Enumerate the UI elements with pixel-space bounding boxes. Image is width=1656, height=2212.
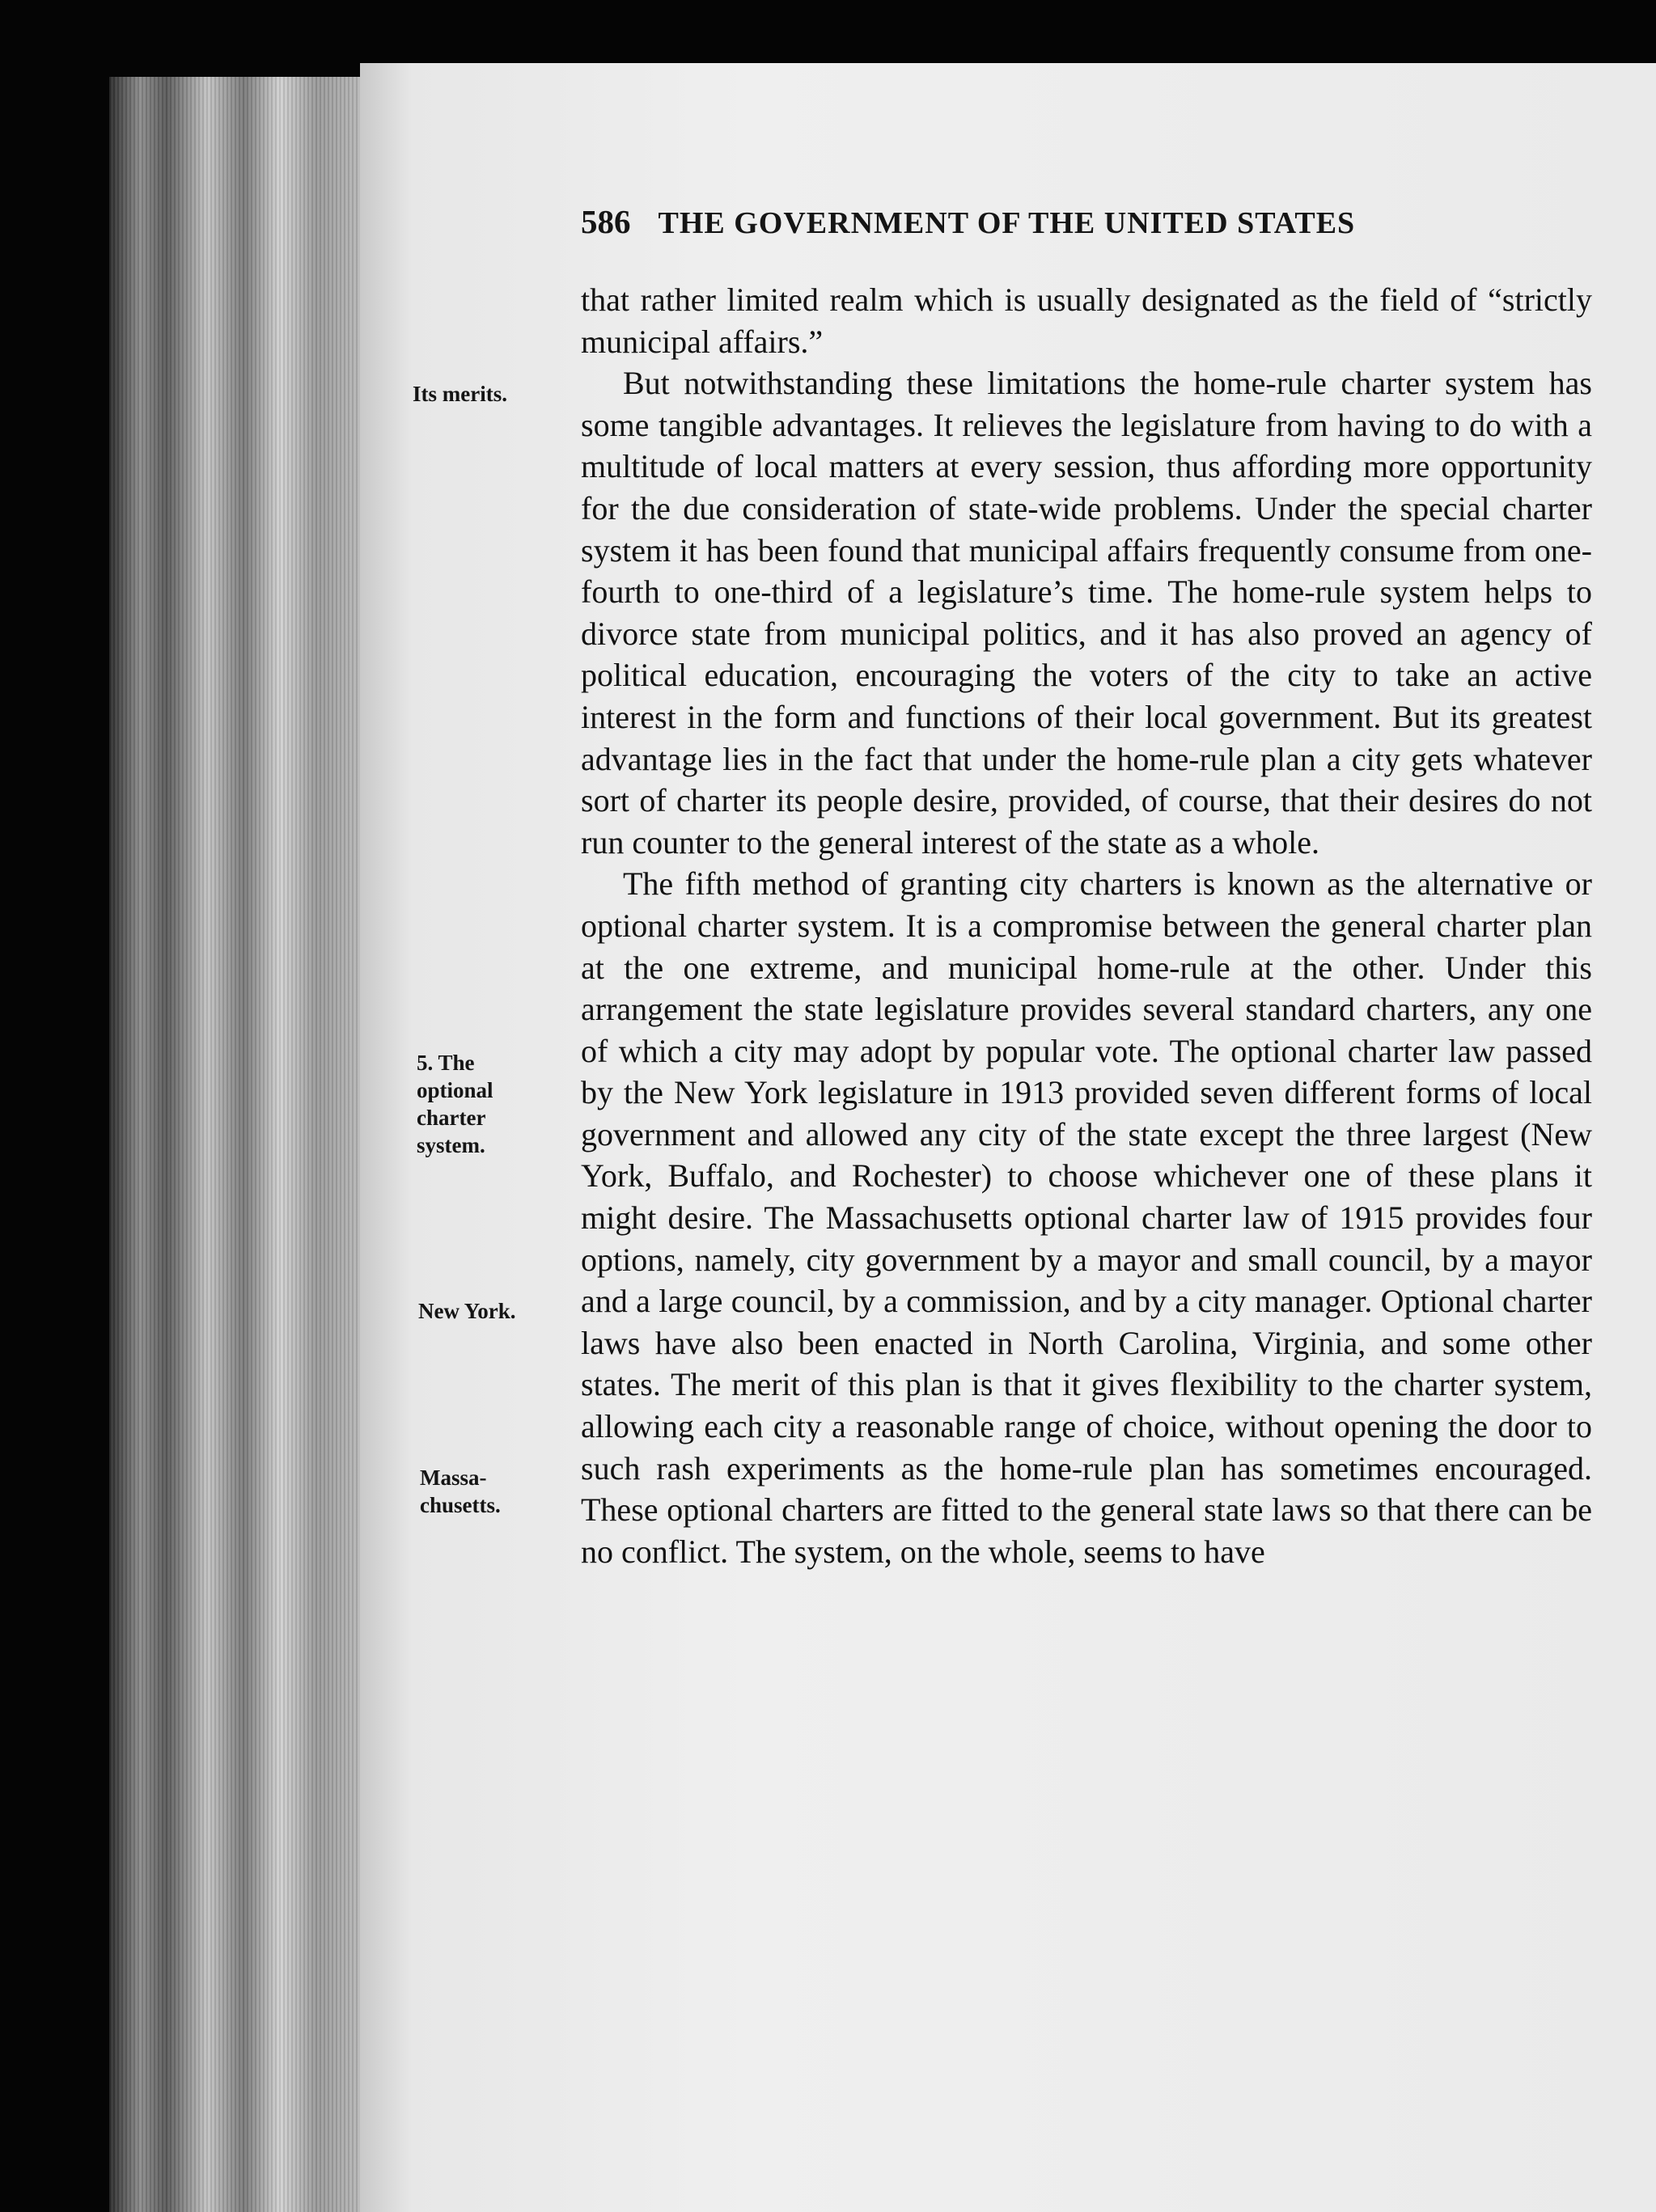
body-text	[581, 279, 1592, 1572]
margin-note-massachusetts: Massa- chusetts.	[420, 1466, 501, 1517]
paragraph-home-rule-merits: But notwithstanding these limitations the home-rule charter system has some tangible advantages. It relieves the legislature from having to do with a multitude of local matters at every session, thus affording more opportunity for the due consideration of state-wide problems. Under the special charter system it has been found that municipal affairs frequently consume from one-fourth to one-third of a legislature’s time. The home-rule system helps to divorce state from municipal politics, and it has also proved an agency of political education, encouraging the voters of the city to take an active interest in the form and functions of their local government. But its greatest advantage lies in the fact that under the home-rule plan a city gets whatever sort of charter its people desire, provided, of course, that their desires do not run counter to the general interest of the state as a whole.	[581, 365, 1592, 861]
paragraph-continued: that rather limited realm which is usually designated as the field of “strictly municipal affairs.”	[581, 281, 1592, 360]
margin-note-its-merits: Its merits.	[413, 382, 507, 406]
page-number: 586	[581, 203, 631, 240]
margin-note-optional-charter-system: 5. The optional charter system.	[417, 1051, 493, 1157]
paragraph-optional-charter: The fifth method of granting city charters is known as the alternative or optional charter system. It is a compromise between the general charter plan at the one extreme, and municipal home-rule at the other. Under this arrangement the state legislature provides several standard charters, any one of which a city may adopt by popular vote. The optional charter law passed by the New York legislature in 1913 provided seven different forms of local government and allowed any city of the state except the three largest (New York, Buffalo, and Rochester) to choose whichever one of these plans it might desire. The Massachusetts optional charter law of 1915 provides four options, namely, city government by a mayor and small council, by a mayor and a large council, by a commission, and by a city manager. Optional charter laws have also been enacted in North Carolina, Virginia, and some other states. The merit of this plan is that it gives flexibility to the charter system, allowing each city a reasonable range of choice, without opening the door to such rash experiments as the home-rule plan has sometimes encouraged. These optional charters are fitted to the general state laws so that there can be no conflict. The system, on the whole, seems to have	[581, 865, 1592, 1570]
margin-note-new-york: New York.	[418, 1299, 516, 1323]
running-head: THE GOVERNMENT OF THE UNITED STATES	[658, 206, 1356, 240]
page-header	[581, 202, 1592, 241]
book-page-edges	[109, 77, 368, 2212]
